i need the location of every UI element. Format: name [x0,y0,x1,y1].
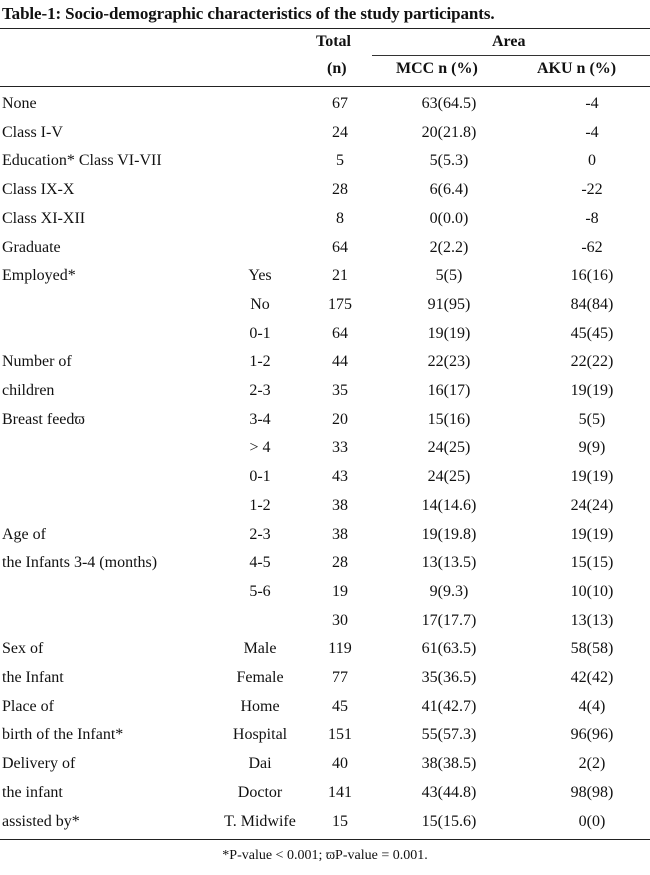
row-total: 21 [332,267,348,284]
row-mcc: 63(64.5) [421,95,477,112]
row-aku: 19(19) [570,468,614,485]
header-aku: AKU n (%) [537,60,617,77]
row-label: children [2,382,55,399]
row-label: Education* Class VI-VII [2,152,162,169]
row-sublabel: 0-1 [249,325,271,342]
row-total: 64 [332,325,348,342]
row-aku: 9(9) [578,439,606,456]
row-total: 35 [332,382,348,399]
row-aku: 4(4) [578,698,606,715]
row-aku: 0(0) [578,813,606,830]
row-mcc: 5(5) [435,267,463,284]
row-aku: -8 [585,210,599,227]
row-mcc: 13(13.5) [421,554,477,571]
row-total: 20 [332,411,348,428]
row-aku: 2(2) [578,755,606,772]
row-total: 33 [332,439,348,456]
row-mcc: 15(15.6) [421,813,477,830]
row-mcc: 19(19) [427,325,471,342]
row-aku: -4 [585,124,599,141]
row-total: 175 [328,296,352,313]
row-sublabel: Male [243,640,277,657]
row-sublabel: Dai [248,755,272,772]
row-aku: 24(24) [570,497,614,514]
row-sublabel: 2-3 [249,382,271,399]
row-total: 5 [336,152,344,169]
row-aku: -4 [585,95,599,112]
row-mcc: 15(16) [427,411,471,428]
header-n: (n) [327,60,347,77]
row-total: 45 [332,698,348,715]
row-sublabel: 5-6 [249,583,271,600]
row-total: 151 [328,726,352,743]
row-label: Class XI-XII [2,210,86,227]
row-sublabel: Doctor [237,784,283,801]
row-label: Age of [2,526,46,543]
row-mcc: 22(23) [427,353,471,370]
row-label: Graduate [2,239,61,256]
row-aku: -22 [581,181,603,198]
row-total: 141 [328,784,352,801]
row-sublabel: T. Midwife [224,813,296,830]
row-sublabel: Female [236,669,284,686]
row-sublabel: No [250,296,270,313]
row-label: assisted by* [2,813,80,830]
row-total: 77 [332,669,348,686]
row-mcc: 38(38.5) [421,755,477,772]
row-total: 38 [332,497,348,514]
row-mcc: 0(0.0) [429,210,469,227]
row-label: None [2,95,37,112]
row-mcc: 9(9.3) [429,583,469,600]
header-total: Total [316,33,351,50]
row-total: 8 [336,210,344,227]
row-mcc: 35(36.5) [421,669,477,686]
row-sublabel: 1-2 [249,353,271,370]
row-aku: 10(10) [570,583,614,600]
row-aku: 22(22) [570,353,614,370]
row-mcc: 16(17) [427,382,471,399]
row-mcc: 41(42.7) [421,698,477,715]
area-subrule [372,55,650,56]
row-mcc: 61(63.5) [421,640,477,657]
row-sublabel: Home [240,698,280,715]
row-mcc: 2(2.2) [429,239,469,256]
row-aku: 84(84) [570,296,614,313]
row-total: 30 [332,612,348,629]
row-mcc: 19(19.8) [421,526,477,543]
row-total: 67 [332,95,348,112]
row-mcc: 20(21.8) [421,124,477,141]
top-rule [0,28,650,29]
header-mcc: MCC n (%) [396,60,478,77]
row-total: 43 [332,468,348,485]
row-label: Class IX-X [2,181,75,198]
row-aku: 0 [588,152,596,169]
row-mcc: 6(6.4) [429,181,469,198]
row-label: Breast feedϖ [2,411,85,428]
row-label: birth of the Infant* [2,726,124,743]
row-aku: 58(58) [570,640,614,657]
row-total: 44 [332,353,348,370]
row-sublabel: Hospital [232,726,288,743]
row-aku: 42(42) [570,669,614,686]
row-mcc: 24(25) [427,468,471,485]
row-total: 28 [332,554,348,571]
row-sublabel: 3-4 [249,411,271,428]
row-mcc: 43(44.8) [421,784,477,801]
row-total: 40 [332,755,348,772]
row-label: Number of [2,353,72,370]
row-mcc: 55(57.3) [421,726,477,743]
row-label: Delivery of [2,755,76,772]
header-rule [0,86,650,87]
row-total: 15 [332,813,348,830]
row-aku: 13(13) [570,612,614,629]
row-aku: 5(5) [578,411,606,428]
row-total: 38 [332,526,348,543]
row-mcc: 5(5.3) [429,152,469,169]
row-label: the Infant [2,669,64,686]
row-total: 24 [332,124,348,141]
row-mcc: 91(95) [427,296,471,313]
row-label: Place of [2,698,54,715]
row-aku: -62 [581,239,603,256]
row-label: Sex of [2,640,44,657]
row-label: the Infants 3-4 (months) [2,554,158,571]
row-label: the infant [2,784,63,801]
row-sublabel: > 4 [249,439,271,456]
row-total: 119 [328,640,352,657]
table-footnote: *P-value < 0.001; ϖP-value = 0.001. [222,848,428,863]
row-aku: 15(15) [570,554,614,571]
row-sublabel: 4-5 [249,554,271,571]
row-mcc: 14(14.6) [421,497,477,514]
row-aku: 96(96) [570,726,614,743]
row-mcc: 24(25) [427,439,471,456]
table-title: Table-1: Socio-demographic characteristics of the study participants. [2,4,495,23]
row-total: 64 [332,239,348,256]
row-total: 28 [332,181,348,198]
row-aku: 45(45) [570,325,614,342]
header-area: Area [492,33,526,50]
row-aku: 19(19) [570,526,614,543]
row-label: Employed* [2,267,76,284]
row-aku: 98(98) [570,784,614,801]
row-sublabel: 2-3 [249,526,271,543]
row-sublabel: 0-1 [249,468,271,485]
row-aku: 16(16) [570,267,614,284]
row-sublabel: Yes [248,267,272,284]
row-sublabel: 1-2 [249,497,271,514]
row-aku: 19(19) [570,382,614,399]
bottom-rule [0,839,650,840]
row-label: Class I-V [2,124,63,141]
row-mcc: 17(17.7) [421,612,477,629]
row-total: 19 [332,583,348,600]
